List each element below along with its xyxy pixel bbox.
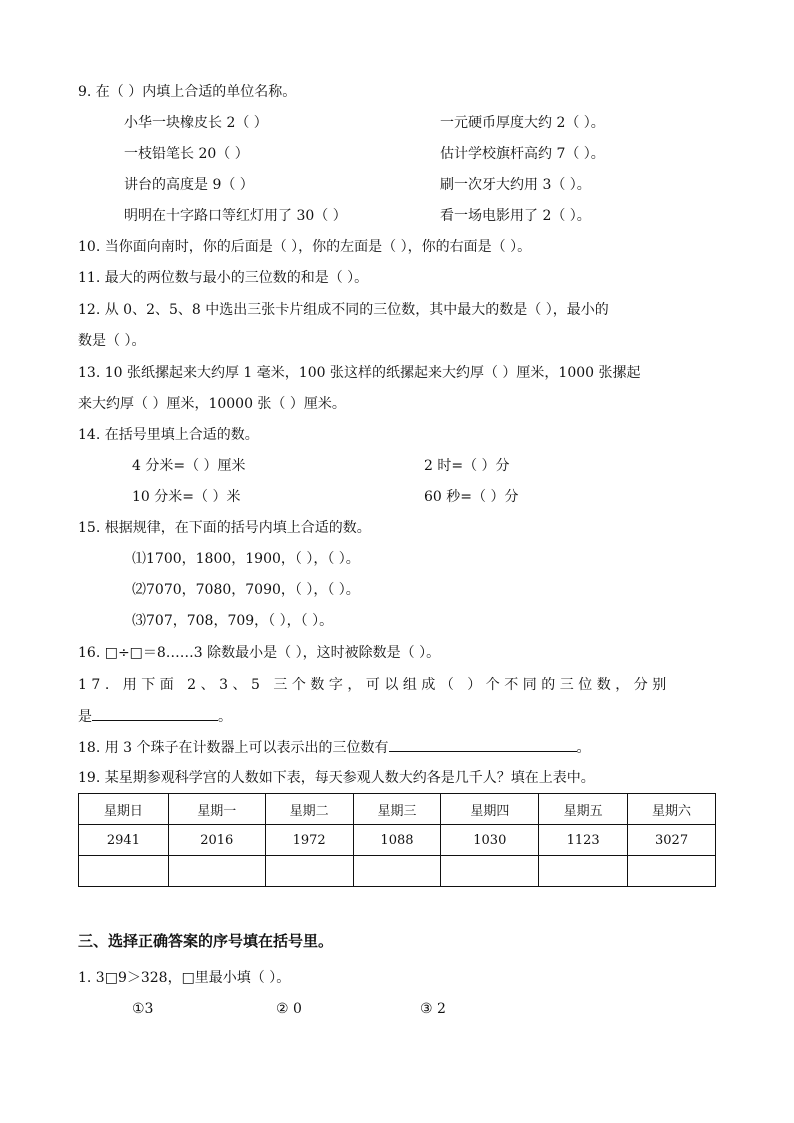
q15-item-2: ⑵7070，7080，7090，（ ），（ ）。 [132, 582, 360, 598]
q9-item-5: 讲台的高度是 9（ ） [124, 177, 254, 193]
question-12-line-1: 12. 从 0、2、5、8 中选出三张卡片组成不同的三位数，其中最大的数是（ ），最小的 [78, 302, 609, 318]
question-15: 15. 根据规律，在下面的括号内填上合适的数。 [78, 520, 371, 536]
table-header-row [79, 794, 716, 825]
answer-cell[interactable] [79, 856, 169, 887]
table-header-cell: 星期五 [539, 794, 628, 825]
table-header-cell: 星期二 [265, 794, 353, 825]
q17-line2-end: 。 [218, 709, 232, 725]
answer-cell[interactable] [441, 856, 539, 887]
section-3-question-1: 1. 3□9＞328，□里最小填（ ）。 [78, 970, 291, 986]
question-13-line-1: 13. 10 张纸摞起来大约厚 1 毫米，100 张这样的纸摞起来大约厚（ ）厘米，1000 张摞起 [78, 365, 641, 381]
q9-item-7: 明明在十字路口等红灯用了 30（ ） [124, 208, 347, 224]
question-18 [78, 737, 591, 758]
question-10: 10. 当你面向南时，你的后面是（ ），你的左面是（ ），你的右面是（ ）。 [78, 239, 532, 255]
q17-answer-blank[interactable] [92, 706, 218, 721]
table-cell: 2016 [168, 825, 265, 856]
option-1: ①3 [132, 1001, 154, 1017]
question-16: 16. □÷□＝8……3 除数最小是（ ），这时被除数是（ ）。 [78, 645, 441, 661]
table-header-cell: 星期四 [441, 794, 539, 825]
option-2: ② 0 [276, 1001, 302, 1017]
q14-item-1: 4 分米=（ ）厘米 [132, 458, 246, 474]
table-cell: 1088 [353, 825, 441, 856]
q15-item-1: ⑴1700，1800，1900，（ ），（ ）。 [132, 551, 360, 567]
q17-line2-text: 是 [78, 709, 92, 725]
table-row [79, 825, 716, 856]
table-header-cell: 星期一 [168, 794, 265, 825]
table-cell: 3027 [628, 825, 716, 856]
q9-item-8: 看一场电影用了 2（ ）。 [440, 208, 591, 224]
q9-item-2: 一元硬币厚度大约 2（ ）。 [440, 115, 605, 131]
table-header-cell: 星期三 [353, 794, 441, 825]
q14-item-2: 2 时=（ ）分 [424, 458, 510, 474]
table-answer-row [79, 856, 716, 887]
answer-cell[interactable] [265, 856, 353, 887]
q14-item-4: 60 秒=（ ）分 [424, 489, 519, 505]
question-17-line-1: 17. 用下面 2、3、5 三个数字，可以组成（ ）个不同的三位数，分别 [78, 677, 671, 693]
section-3-title: 三、选择正确答案的序号填在括号里。 [78, 932, 334, 950]
answer-cell[interactable] [539, 856, 628, 887]
question-13-line-2: 来大约厚（ ）厘米，10000 张（ ）厘米。 [78, 396, 346, 412]
answer-cell[interactable] [168, 856, 265, 887]
q9-item-6: 刷一次牙大约用 3（ ）。 [440, 177, 591, 193]
table-cell: 1972 [265, 825, 353, 856]
question-9: 9. 在（ ）内填上合适的单位名称。 [78, 84, 297, 100]
question-14: 14. 在括号里填上合适的数。 [78, 427, 259, 443]
table-header-cell: 星期日 [79, 794, 169, 825]
q9-item-3: 一枝铅笔长 20（ ） [124, 146, 249, 162]
visitor-table [78, 793, 716, 887]
question-17-line-2 [78, 706, 232, 727]
q18-text: 18. 用 3 个珠子在计数器上可以表示出的三位数有 [78, 740, 389, 756]
table-cell: 2941 [79, 825, 169, 856]
q18-answer-blank[interactable] [389, 737, 577, 752]
q9-item-4: 估计学校旗杆高约 7（ ）。 [440, 146, 605, 162]
q14-item-3: 10 分米=（ ）米 [132, 489, 241, 505]
table-header-cell: 星期六 [628, 794, 716, 825]
question-12-line-2: 数是（ ）。 [78, 333, 146, 349]
question-19: 19. 某星期参观科学宫的人数如下表，每天参观人数大约各是几千人？填在上表中。 [78, 770, 595, 786]
question-11: 11. 最大的两位数与最小的三位数的和是（ ）。 [78, 270, 369, 286]
table-cell: 1123 [539, 825, 628, 856]
table-cell: 1030 [441, 825, 539, 856]
option-3: ③ 2 [420, 1001, 446, 1017]
answer-cell[interactable] [353, 856, 441, 887]
answer-cell[interactable] [628, 856, 716, 887]
q18-end: 。 [576, 740, 591, 756]
q15-item-3: ⑶707，708，709，（ ），（ ）。 [132, 613, 334, 629]
q9-item-1: 小华一块橡皮长 2（ ） [124, 115, 268, 131]
